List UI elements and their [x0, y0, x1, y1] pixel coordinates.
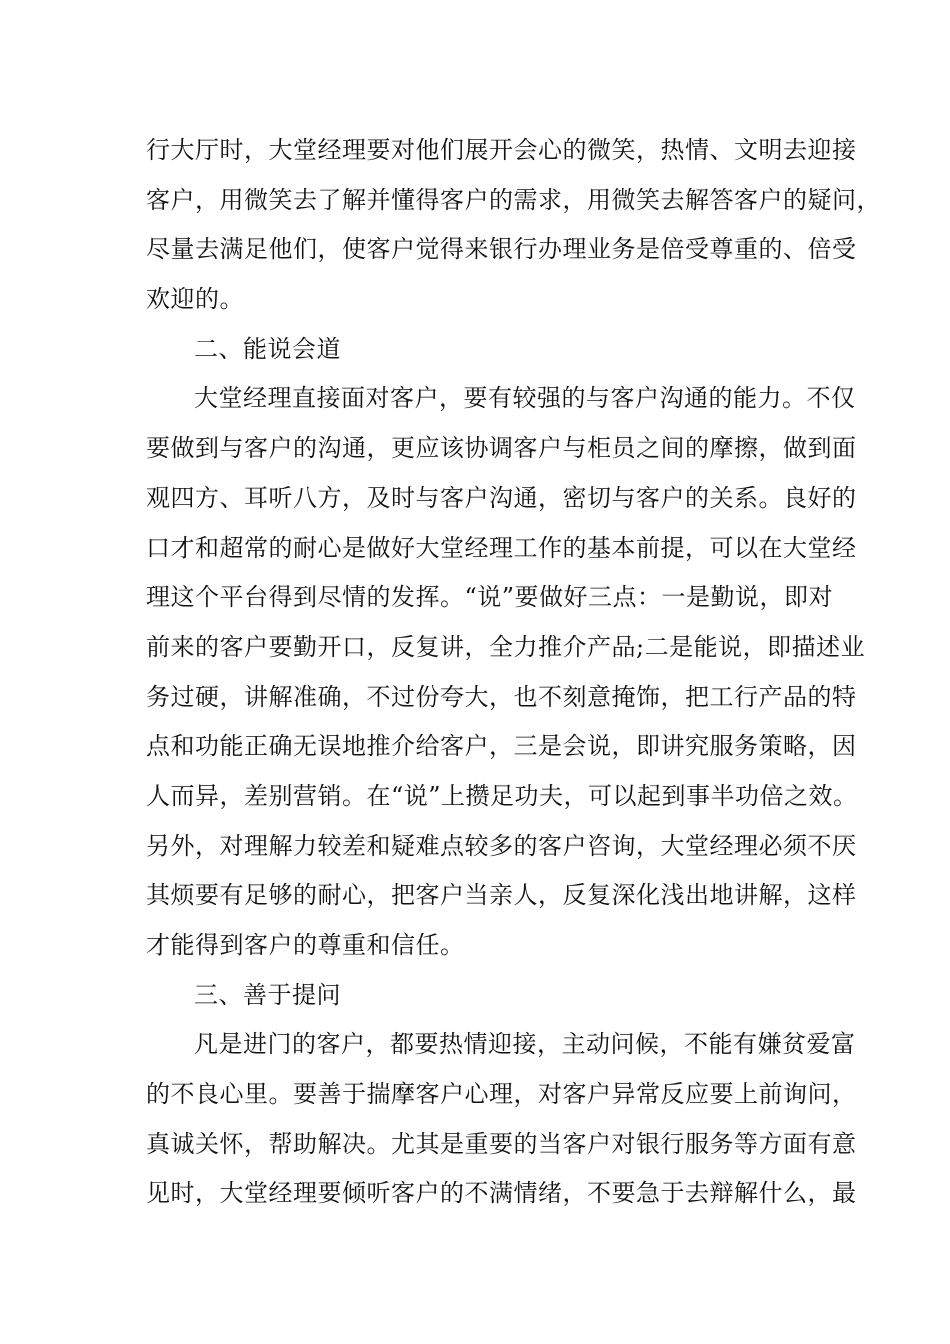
section-heading: 二、能说会道 [194, 334, 341, 363]
text-line: 另外，对理解力较差和疑难点较多的客户咨询，大堂经理必须不厌 [146, 831, 857, 860]
text-line: 见时，大堂经理要倾听客户的不满情绪，不要急于去辩解什么，最 [146, 1179, 857, 1208]
text-line: 欢迎的。 [146, 285, 244, 314]
text-line: 才能得到客户的尊重和信任。 [146, 931, 465, 959]
text-line: 大堂经理直接面对客户，要有较强的与客户沟通的能力。不仅 [194, 384, 856, 413]
section-heading: 三、善于提问 [194, 980, 341, 1009]
text-line: 凡是进门的客户，都要热情迎接，主动问候，不能有嫌贫爱富 [194, 1030, 856, 1059]
body-text [146, 126, 881, 1219]
text-line: 其烦要有足够的耐心，把客户当亲人，反复深化浅出地讲解，这样 [146, 881, 857, 910]
text-line: 的不良心里。要善于揣摩客户心理，对客户异常反应要上前询问， [146, 1080, 857, 1109]
text-line: 客户，用微笑去了解并懂得客户的需求，用微笑去解答客户的疑问， [146, 185, 881, 214]
text-line: 行大厅时，大堂经理要对他们展开会心的微笑，热情、文明去迎接 [146, 136, 857, 164]
text-line: 观四方、耳听八方，及时与客户沟通，密切与客户的关系。良好的 [146, 483, 857, 512]
text-line: 务过硬，讲解准确，不过份夸大，也不刻意掩饰，把工行产品的特 [146, 682, 857, 711]
text-line: 前来的客户要勤开口，反复讲，全力推介产品;二是能说，即描述业 [146, 632, 866, 661]
text-line: 口才和超常的耐心是做好大堂经理工作的基本前提，可以在大堂经 [146, 533, 857, 562]
text-line: 点和功能正确无误地推介给客户，三是会说，即讲究服务策略，因 [146, 732, 857, 761]
text-line: 尽量去满足他们，使客户觉得来银行办理业务是倍受尊重的、倍受 [146, 235, 857, 264]
text-line: 理这个平台得到尽情的发挥。“说”要做好三点：一是勤说，即对 [146, 583, 834, 612]
text-line: 人而异，差别营销。在“说”上攒足功夫，可以起到事半功倍之效。 [146, 781, 858, 810]
text-line: 要做到与客户的沟通，更应该协调客户与柜员之间的摩擦，做到面 [146, 434, 857, 463]
text-line: 真诚关怀，帮助解决。尤其是重要的当客户对银行服务等方面有意 [146, 1129, 857, 1158]
